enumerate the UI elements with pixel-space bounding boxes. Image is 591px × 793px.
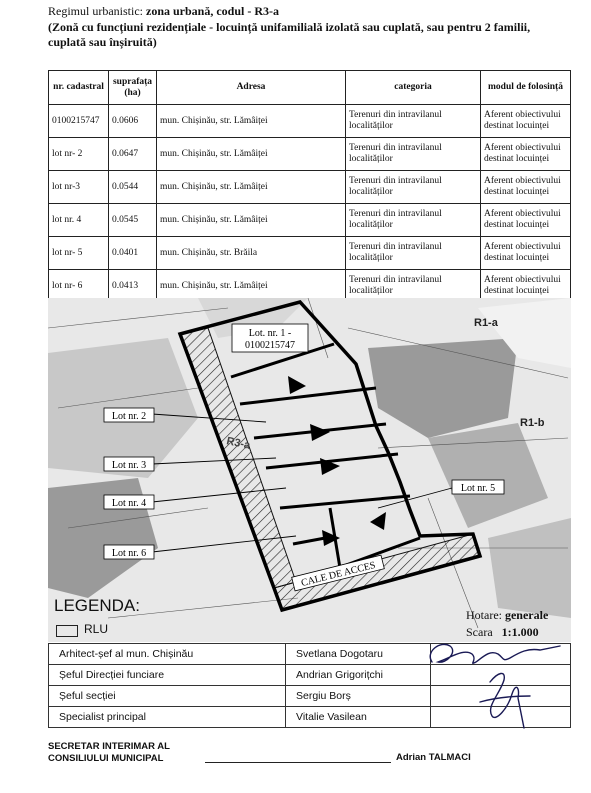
cell-area: 0.0544 <box>109 171 157 204</box>
signatory-role: Specialist principal <box>49 707 286 728</box>
cell-category: Terenuri din intravilanul localităților <box>346 105 481 138</box>
regime-line <box>48 4 279 19</box>
table-row <box>49 105 571 138</box>
legend-rlu-swatch <box>56 625 78 637</box>
table-row <box>49 204 571 237</box>
cell-cadastral: lot nr- 5 <box>49 237 109 270</box>
col-header-cadastral: nr. cadastral <box>49 71 109 105</box>
cell-usage: Aferent obiectivului destinat locuinței <box>481 270 571 303</box>
signatory-role: Șeful secției <box>49 686 286 707</box>
cell-address: mun. Chișinău, str. Lămâiței <box>157 138 346 171</box>
scale-value: 1:1.000 <box>501 625 539 639</box>
lot2-label: Lot nr. 2 <box>111 411 147 422</box>
signatory-name: Andrian Grigorițchi <box>286 665 431 686</box>
map-svg <box>48 298 571 642</box>
cell-area: 0.0413 <box>109 270 157 303</box>
table-header-row <box>49 71 571 105</box>
cell-address: mun. Chișinău, str. Lămâiței <box>157 270 346 303</box>
table-row <box>49 171 571 204</box>
cell-address: mun. Chișinău, str. Lămâiței <box>157 105 346 138</box>
lot6-label: Lot nr. 6 <box>111 548 147 559</box>
zone-r3a-label: R3-a <box>225 435 252 452</box>
cell-address: mun. Chișinău, str. Lămâiței <box>157 171 346 204</box>
cell-cadastral: 0100215747 <box>49 105 109 138</box>
cell-cadastral: lot nr. 4 <box>49 204 109 237</box>
hotare-label: Hotare: <box>466 608 502 622</box>
cell-category: Terenuri din intravilanul localităților <box>346 270 481 303</box>
secretary-title-line1: SECRETAR INTERIMAR AL <box>48 741 170 752</box>
signatory-role: Arhitect-șef al mun. Chișinău <box>49 644 286 665</box>
cell-address: mun. Chișinău, str. Brăila <box>157 237 346 270</box>
zone-r1a-label: R1-a <box>474 317 498 329</box>
cell-category: Terenuri din intravilanul localităților <box>346 138 481 171</box>
cell-cadastral: lot nr-3 <box>49 171 109 204</box>
legend-rlu-label: RLU <box>84 622 109 636</box>
cell-area: 0.0647 <box>109 138 157 171</box>
signatory-name: Svetlana Dogotaru <box>286 644 431 665</box>
col-header-area: suprafața (ha) <box>109 71 157 105</box>
handwritten-signature <box>420 632 570 732</box>
zone-r1b-label: R1-b <box>520 417 545 429</box>
table-row <box>49 237 571 270</box>
lot4-label: Lot nr. 4 <box>111 498 147 509</box>
hotare-value: generale <box>504 608 549 622</box>
access-road-label: CALE DE ACCES <box>300 559 377 590</box>
cell-cadastral: lot nr- 2 <box>49 138 109 171</box>
secretary-signature-line <box>205 762 391 763</box>
secretary-title-line2: CONSILIULUI MUNICIPAL <box>48 753 164 764</box>
cell-usage: Aferent obiectivului destinat locuinței <box>481 105 571 138</box>
lot3-label: Lot nr. 3 <box>111 460 147 471</box>
secretary-title <box>48 741 170 765</box>
parcels-table <box>48 70 571 303</box>
cell-address: mun. Chișinău, str. Lămâiței <box>157 204 346 237</box>
cell-usage: Aferent obiectivului destinat locuinței <box>481 171 571 204</box>
regime-prefix: Regimul urbanistic: <box>48 4 143 18</box>
col-header-usage: modul de folosință <box>481 71 571 105</box>
cell-usage: Aferent obiectivului destinat locuinței <box>481 138 571 171</box>
cell-category: Terenuri din intravilanul localităților <box>346 171 481 204</box>
col-header-category: categoria <box>346 71 481 105</box>
cell-area: 0.0545 <box>109 204 157 237</box>
lot1-label-line1: Lot. nr. 1 - <box>248 328 292 339</box>
signatory-name: Sergiu Borș <box>286 686 431 707</box>
cell-area: 0.0401 <box>109 237 157 270</box>
cadastral-map <box>48 298 571 642</box>
signatory-name: Vitalie Vasilean <box>286 707 431 728</box>
zone-subtitle: (Zonă cu funcțiuni rezidențiale - locuință unifamilială izolată sau cuplată, sau pentru 2 familii, cuplată sau înșiruită) <box>48 20 531 49</box>
boundary-note <box>466 608 548 623</box>
legend-title: LEGENDA: <box>54 596 140 615</box>
cell-usage: Aferent obiectivului destinat locuinței <box>481 204 571 237</box>
scale-label: Scara <box>466 625 493 639</box>
secretary-name: Adrian TALMACI <box>396 752 471 763</box>
col-header-address: Adresa <box>157 71 346 105</box>
lot5-label: Lot nr. 5 <box>460 483 496 494</box>
lot1-label-line2: 0100215747 <box>245 340 295 351</box>
cell-category: Terenuri din intravilanul localităților <box>346 204 481 237</box>
table-row <box>49 138 571 171</box>
cell-area: 0.0606 <box>109 105 157 138</box>
signatory-role: Șeful Direcției funciare <box>49 665 286 686</box>
regime-value: zona urbană, codul - R3-a <box>146 4 280 18</box>
cell-category: Terenuri din intravilanul localităților <box>346 237 481 270</box>
cell-usage: Aferent obiectivului destinat locuinței <box>481 237 571 270</box>
cell-cadastral: lot nr- 6 <box>49 270 109 303</box>
